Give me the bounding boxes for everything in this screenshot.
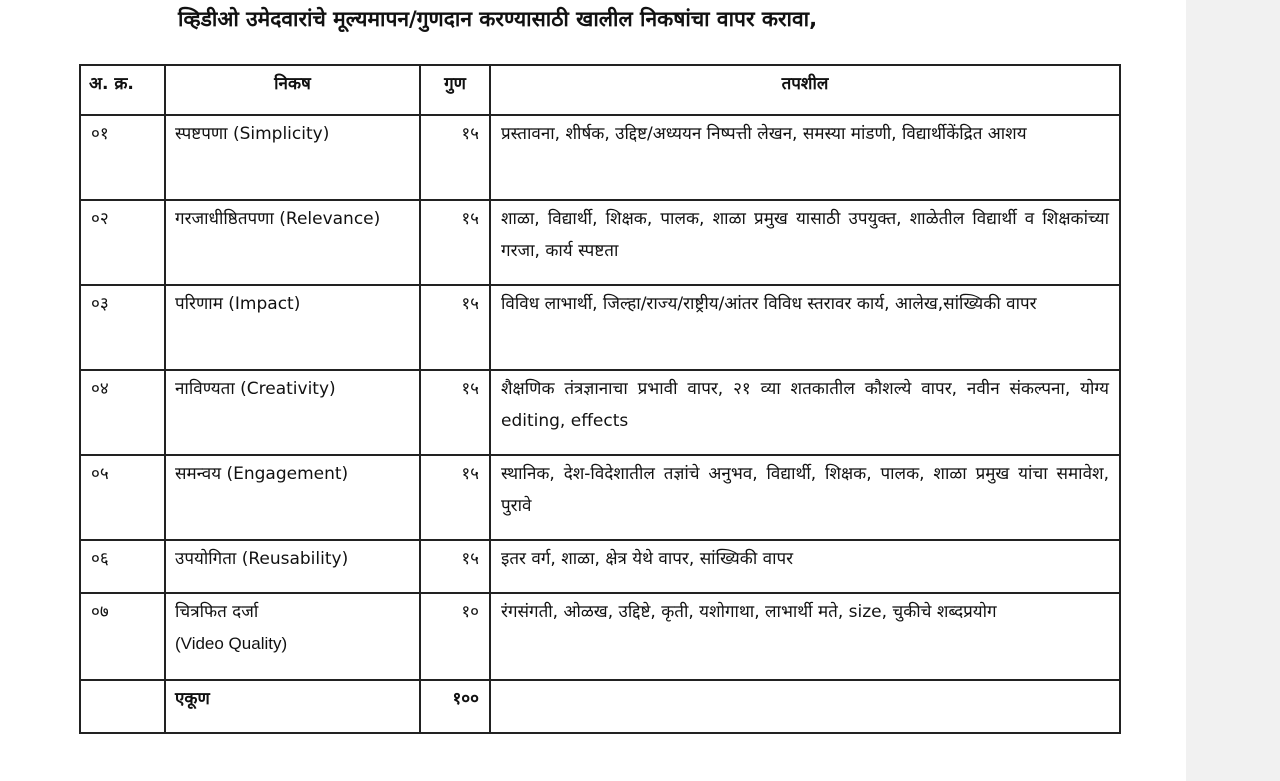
row-details: शाळा, विद्यार्थी, शिक्षक, पालक, शाळा प्रमुख यासाठी उपयुक्त, शाळेतील विद्यार्थी व शिक्षकांच्या गरजा, कार्य स्पष्टता [490, 200, 1120, 285]
row-details: रंगसंगती, ओळख, उद्दिष्टे, कृती, यशोगाथा, लाभार्थी मते, size, चुकीचे शब्दप्रयोग [490, 593, 1120, 680]
header-marks: गुण [420, 65, 490, 115]
total-label: एकूण [165, 680, 420, 733]
row-marks: १५ [420, 455, 490, 540]
row-details: स्थानिक, देश-विदेशातील तज्ञांचे अनुभव, विद्यार्थी, शिक्षक, पालक, शाळा प्रमुख यांचा समावेश, पुरावे [490, 455, 1120, 540]
row-serial-no: ०७ [80, 593, 165, 680]
row-serial-no: ०४ [80, 370, 165, 455]
total-empty-cell [80, 680, 165, 733]
viewer-side-margin [1186, 0, 1280, 781]
table-row [80, 455, 1120, 540]
row-criterion: परिणाम (Impact) [165, 285, 420, 370]
header-details: तपशील [490, 65, 1120, 115]
criteria-table [79, 64, 1121, 734]
page-title: व्हिडीओ उमेदवारांचे मूल्यमापन/गुणदान करण्यासाठी खालील निकषांचा वापर करावा, [178, 7, 818, 31]
row-marks: १५ [420, 540, 490, 593]
header-criterion: निकष [165, 65, 420, 115]
table-row [80, 200, 1120, 285]
row-serial-no: ०६ [80, 540, 165, 593]
row-serial-no: ०१ [80, 115, 165, 200]
table-row [80, 540, 1120, 593]
row-details: शैक्षणिक तंत्रज्ञानाचा प्रभावी वापर, २१ व्या शतकातील कौशल्ये वापर, नवीन संकल्पना, योग्य editing, effects [490, 370, 1120, 455]
row-marks: १५ [420, 115, 490, 200]
table-row [80, 593, 1120, 680]
row-marks: १० [420, 593, 490, 680]
row-marks: १५ [420, 370, 490, 455]
table-row [80, 115, 1120, 200]
row-details: विविध लाभार्थी, जिल्हा/राज्य/राष्ट्रीय/आंतर विविध स्तरावर कार्य, आलेख,सांख्यिकी वापर [490, 285, 1120, 370]
table-row [80, 370, 1120, 455]
total-details-empty [490, 680, 1120, 733]
row-criterion: गरजाधीष्ठितपणा (Relevance) [165, 200, 420, 285]
header-serial-no: अ. क्र. [80, 65, 165, 115]
total-row [80, 680, 1120, 733]
row-serial-no: ०२ [80, 200, 165, 285]
row-criterion-english: (Video Quality) [175, 634, 288, 653]
row-criterion: चित्रफित दर्जा [175, 602, 259, 622]
row-criterion: स्पष्टपणा (Simplicity) [165, 115, 420, 200]
row-serial-no: ०५ [80, 455, 165, 540]
row-serial-no: ०३ [80, 285, 165, 370]
row-marks: १५ [420, 200, 490, 285]
table-row [80, 285, 1120, 370]
row-details: प्रस्तावना, शीर्षक, उद्दिष्ट/अध्ययन निष्पत्ती लेखन, समस्या मांडणी, विद्यार्थीकेंद्रित आशय [490, 115, 1120, 200]
row-marks: १५ [420, 285, 490, 370]
total-marks: १०० [420, 680, 490, 733]
row-criterion: समन्वय (Engagement) [165, 455, 420, 540]
table-header-row [80, 65, 1120, 115]
row-criterion: उपयोगिता (Reusability) [165, 540, 420, 593]
row-criterion-cell [165, 593, 420, 680]
row-details: इतर वर्ग, शाळा, क्षेत्र येथे वापर, सांख्यिकी वापर [490, 540, 1120, 593]
row-criterion: नाविण्यता (Creativity) [165, 370, 420, 455]
